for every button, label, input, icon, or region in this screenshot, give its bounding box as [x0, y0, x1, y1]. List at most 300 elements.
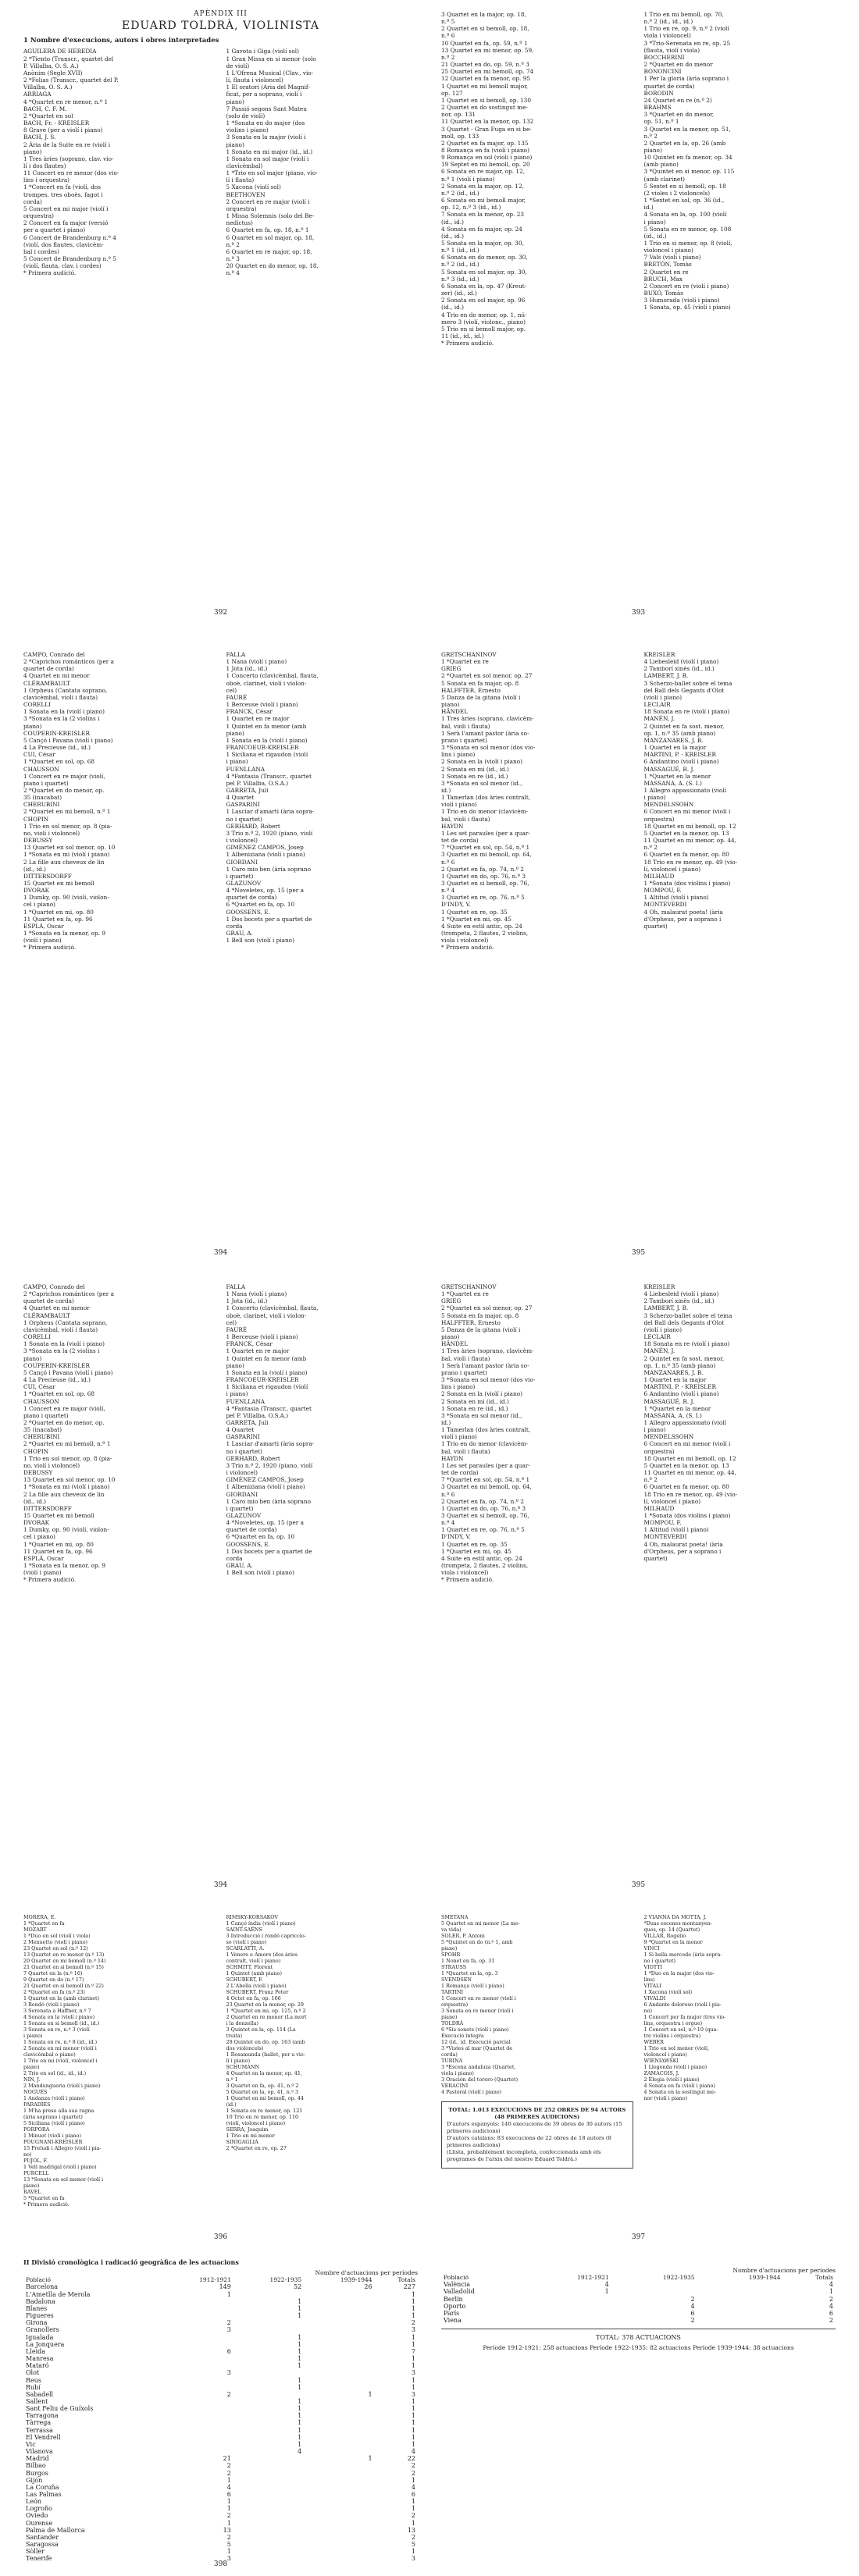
table-cell: 1	[411, 2519, 415, 2527]
entry-line: 1 Orpheus (Cantata soprano,	[23, 1318, 108, 1326]
entry-line: 9 Romança en sol (violí i piano)	[441, 154, 533, 162]
entry-line: 4 Sonata en la (violí i piano)	[23, 2014, 95, 2020]
entry-line: d'Orpheus, per a soprano i	[643, 915, 722, 923]
entry-line: GIORDANI	[226, 1490, 258, 1498]
entry-line: CORELLI	[23, 701, 51, 709]
entry-line: KREISLER	[643, 651, 675, 658]
table-cell	[697, 2310, 783, 2317]
table-cell: La Jonquera	[26, 2340, 65, 2348]
entry-line: 1 Tres àries (soprano, clavicèm-	[441, 1347, 534, 1355]
entry-line: piano i quartet)	[23, 779, 69, 787]
table-cell: 3	[411, 2326, 415, 2334]
entry-line: lí, violoncel i piano)	[643, 1497, 701, 1505]
entry-line: bal, violí i flauta)	[441, 1354, 490, 1362]
table-cell: Valladolid	[444, 2288, 475, 2296]
entry-line: (id.)	[226, 2101, 237, 2108]
entry-line: 6 Andantino (violí i piano)	[643, 1390, 719, 1398]
entry-line: 6 Quartet en re major, op. 18,	[226, 247, 312, 255]
table-cell: Berlín	[444, 2295, 463, 2303]
entry-line: 1 *Sonata (dos violins i piano)	[643, 1512, 731, 1519]
entry-line: 1 Per la gloria (ària soprano i	[643, 75, 729, 83]
table-row	[23, 2548, 418, 2555]
entry-line: MARTINI, P. - KREISLER	[643, 751, 716, 759]
table-header-cell: Població	[26, 2276, 52, 2284]
table-cell	[233, 2498, 304, 2505]
table-cell	[304, 2498, 374, 2505]
entry-line: corda)	[441, 2051, 458, 2058]
entry-line: COUPERIN-KREISLER	[23, 1361, 90, 1369]
table-cell	[304, 2319, 374, 2326]
entry-line: (violí i piano)	[23, 1569, 62, 1577]
entry-line: 5 Sonata en fa major, op. 8	[441, 679, 519, 687]
entry-line: 1 Les set paraules (per a quar-	[441, 1461, 530, 1469]
table-cell: El Vendrell	[26, 2433, 61, 2441]
column-right	[644, 651, 836, 952]
column-left	[441, 1283, 633, 1584]
table-cell	[163, 2405, 233, 2412]
page-397	[441, 1912, 836, 2240]
table-header-cell: 1912-1921	[199, 2276, 231, 2284]
table-cell	[304, 2362, 374, 2369]
entry-line: i piano)	[643, 1426, 666, 1434]
entry-line: orquestra)	[441, 2001, 469, 2008]
entry-line: 6 *Quartet en fa, op. 10	[226, 901, 295, 909]
entry-line: (id., id.)	[441, 232, 464, 240]
entry-line: 2 Tamborí xinès (id., id.)	[643, 665, 715, 673]
table-cell	[526, 2310, 611, 2317]
entry-line: 12 (id., id. Execució parcial	[441, 2039, 511, 2045]
entry-line: 3 *Sonata en sol menor (dos vio-	[441, 744, 536, 752]
entry-line: GASPARINI	[226, 1433, 260, 1441]
entry-line: 13 Quartet en sol menor, op. 10	[23, 844, 116, 852]
entry-line: GERHARD, Robert	[226, 1454, 280, 1462]
table-row	[23, 2283, 418, 2290]
entry-line: VIVALDI	[643, 1995, 666, 2001]
table-cell	[611, 2288, 697, 2295]
entry-line: piano)	[226, 141, 244, 148]
entry-line: CAMPO, Conrado del	[23, 651, 85, 658]
table-cell	[304, 2369, 374, 2376]
entry-line: viola i piano)	[441, 2070, 474, 2076]
entry-line: (id., id.)	[441, 218, 464, 226]
entry-line: (2 violes i 2 violoncels)	[643, 189, 711, 197]
entry-line: 20 Quartet en mi bemoll (n.º 14)	[23, 1958, 106, 1964]
entry-line: n.º 2	[643, 1476, 658, 1484]
entry-line: cel i piano)	[23, 901, 56, 909]
entry-line: 1 Quartet en do, op. 76, n.º 3	[441, 1504, 526, 1512]
entry-line: GRAU, A.	[226, 930, 253, 938]
table-header-cell: Població	[444, 2274, 469, 2282]
entry-line: 3 Quartet en la menor, op. 51,	[643, 125, 731, 133]
entry-line: 2 *Quartet en re, op. 27	[226, 2145, 287, 2151]
entry-line: 2 Quartet en do sostingut me-	[441, 104, 528, 112]
entry-line: CHAUSSON	[23, 765, 59, 773]
table-row	[23, 2505, 418, 2512]
entry-line: n.º 6	[441, 858, 455, 866]
entry-line: 3 Sonata en la major (violí i	[226, 133, 306, 141]
table-cell: 1	[298, 2347, 302, 2355]
table-cell	[526, 2296, 611, 2303]
entry-line: 1 Lasciar d'amarti (ària sopra-	[226, 808, 315, 816]
table-cell	[163, 2377, 233, 2384]
entry-line: PURCELL	[23, 2170, 49, 2176]
entry-line: 1 Caro mio ben (ària soprano	[226, 865, 311, 873]
table-cell: 2	[226, 2469, 231, 2477]
table-cell: 1	[411, 2419, 415, 2427]
table-cell: 3	[226, 2326, 231, 2334]
table-row	[23, 2326, 418, 2333]
entry-line: 2 Quartet en si bemoll, op. 18,	[441, 25, 529, 33]
entry-line: i quartet)	[226, 872, 254, 880]
entry-line: 2 Mandungueria (violí i piano)	[23, 2083, 101, 2089]
table-cell: 1	[298, 2397, 302, 2405]
table-cell: 2	[226, 2533, 231, 2541]
table-cell: Santander	[26, 2533, 59, 2541]
table-row	[23, 2477, 418, 2484]
entry-line: 1 Quartet en re major	[226, 715, 290, 723]
table-cell	[304, 2341, 374, 2348]
table-cell: Granollers	[26, 2326, 59, 2334]
entry-line: 2 *Caprichos románticos (per a	[23, 658, 114, 666]
entry-line: 10 Quartet en fa, op. 59, n.º 1	[441, 39, 528, 47]
column-right	[226, 48, 419, 276]
table-cell	[697, 2281, 783, 2288]
table-cell	[163, 2312, 233, 2319]
table-row	[441, 2288, 836, 2295]
table-cell	[233, 2505, 304, 2512]
entry-line: 3 Quartet en fa, op. 41, n.º 2	[226, 2083, 299, 2089]
entry-line: 2 Quartet en la, op. 26 (amb	[643, 139, 726, 147]
table-cell: Bilbao	[26, 2462, 46, 2470]
entry-line: clavicèmbal o piano)	[23, 2051, 76, 2058]
table-header-cell: Totals	[815, 2274, 833, 2282]
entry-line: DEBUSSY	[23, 837, 53, 845]
entry-line: 1 Quartet en mi bemoll, op. 44	[226, 2095, 304, 2101]
entry-line: 1 Trio en mi bemoll, op. 70,	[643, 11, 724, 18]
entry-line: 20 Quartet en do menor, op. 18,	[226, 262, 319, 270]
periods-summary: Període 1912-1921: 258 actuacions Període 1922-1935: 82 actuacions Període 1939-1944: 38 actuacions	[483, 2344, 794, 2352]
entry-line: MASSAGUÉ, R. J.	[643, 765, 695, 773]
table-row	[23, 2441, 418, 2448]
entry-line: 1 Altitud (violí i piano)	[643, 1526, 709, 1534]
table-cell: Girona	[26, 2319, 48, 2327]
entry-line: HAYDN	[441, 822, 464, 830]
table-cell: 1	[411, 2340, 415, 2348]
entry-line: 4 Oh, malaurat poeta! (ària	[643, 1540, 723, 1548]
entry-line: n.º 4	[441, 1519, 455, 1527]
table-cell	[233, 2541, 304, 2548]
entry-line: 18 Trio en re menor, op. 49 (vio-	[643, 1490, 738, 1498]
entry-line: 1 Lasciar d'amarti (ària sopra-	[226, 1440, 315, 1448]
entry-line: n.º 4	[441, 887, 455, 895]
table-cell: 1	[411, 2383, 415, 2391]
entry-line: 1 *Quartet en mi, op. 80	[23, 908, 94, 916]
entry-line: GRETSCHANINOV	[441, 1283, 497, 1290]
entry-line: id.)	[441, 1418, 451, 1426]
table-cell: 1	[411, 2355, 415, 2363]
table-cell: 52	[294, 2283, 302, 2291]
entry-line: 1 Sonata en si bemoll (id., id.)	[23, 2020, 100, 2026]
entry-line: 2 *Quartet en mi bemoll, n.º 1	[23, 1440, 111, 1448]
entry-line: 1 Concert per fa major (tres vio-	[643, 2014, 726, 2020]
entry-line: 7 *Quartet en sol, op. 54, n.º 1	[441, 1476, 530, 1484]
entry-line: orquestra)	[226, 205, 257, 212]
entry-line: 4 Suite en estil antic, op. 24	[441, 1554, 522, 1562]
table-header-cell: 1922-1935	[269, 2276, 302, 2284]
table-cell: 6	[226, 2347, 231, 2355]
entry-line: 2 Quintet en fa sost. menor,	[643, 1354, 725, 1362]
entry-line: MILHAUD	[643, 1504, 675, 1512]
entry-line: 6 Quartet en sol major, op. 18,	[226, 233, 315, 241]
table-cell	[697, 2317, 783, 2324]
entry-line: 13 *Sonata en sol menor (violí i	[23, 2176, 104, 2183]
entry-line: 1 Si bella mercede (ària sopra-	[643, 1952, 722, 1958]
table-row	[23, 2391, 418, 2398]
entries-left	[441, 1914, 633, 2095]
entry-line: 1 *Sonata en mi (violí i piano)	[23, 1483, 110, 1491]
entry-line: piano)	[23, 148, 42, 155]
table-cell: Madrid	[26, 2455, 49, 2463]
entry-line: n.º 2 (id., id., id.)	[643, 18, 693, 26]
entry-line: SAINT-SAËNS	[226, 1927, 262, 1933]
summary-line: D'autors catalans: 83 execucions de 22 obres de 18 autors (8 primeres audicions)	[447, 2135, 611, 2148]
entry-line: 1 Trio en sol menor (violí,	[643, 2045, 709, 2051]
entry-line: (violí i piano)	[643, 1325, 683, 1333]
table-row	[23, 2527, 418, 2534]
table-cell: L'Ametlla de Merola	[26, 2290, 91, 2298]
entry-line: 11 (id., id., id.)	[441, 333, 484, 340]
entry-line: 1 *Quartet en re	[441, 1290, 489, 1298]
table-cell: 1	[411, 2312, 415, 2320]
entry-line: 1 *Sonata en mi (violí i piano)	[23, 851, 110, 859]
table-row	[23, 2534, 418, 2541]
entry-line: 1 *Quartet en re	[441, 658, 489, 666]
table-cell: 1	[829, 2288, 833, 2296]
entry-line: RIMSKY-KORSAKOV	[226, 1914, 279, 1920]
entry-line: no, violí i violoncel)	[23, 829, 80, 837]
entry-line: 11 Quartet en mi menor, op. 44,	[643, 837, 736, 845]
entry-line: SCHMITT, Florent	[226, 1964, 273, 1970]
table-cell: Rubí	[26, 2383, 41, 2391]
entry-line: n.º 1 (id., id.)	[441, 247, 479, 254]
table-cell: 7	[411, 2347, 415, 2355]
entry-line: 3 Quartet en mi bemoll, op. 64,	[441, 1483, 532, 1491]
entry-line: 11 Quartet en fa, op. 96	[23, 915, 93, 923]
entry-line: 8 Grave (per a violí i piano)	[23, 126, 103, 134]
table-cell	[304, 2412, 374, 2419]
entry-line: 1 Concerto (clavicèmbal, flauta,	[226, 672, 319, 680]
entry-line: 1 Dumky, op. 90 (violí, violon-	[23, 1526, 109, 1534]
entry-line: (ària soprano i quartet)	[23, 2114, 83, 2120]
table-row	[441, 2281, 836, 2288]
entry-line: 18 Sonata en re (violí i piano)	[643, 708, 730, 716]
entry-line: 1 Quintet en fa menor (amb	[226, 1354, 307, 1362]
entry-line: GOOSSENS, E.	[226, 908, 270, 916]
table-cell: 6	[411, 2491, 415, 2498]
table-row	[23, 2362, 418, 2369]
table-cell	[304, 2312, 374, 2319]
entry-line: 4 Octet en fa, op. 166	[226, 1995, 281, 2001]
spread-394-395	[23, 648, 836, 1257]
table-cell	[163, 2305, 233, 2312]
entry-line: (id., id.)	[441, 304, 464, 311]
table-row	[23, 2377, 418, 2384]
entry-line: (trompeta, 2 flautes, 2 violins,	[441, 930, 529, 938]
entry-line: i piano)	[643, 218, 666, 226]
page-title: EDUARD TOLDRÀ, VIOLINISTA	[121, 20, 320, 33]
page-number: 394	[213, 1248, 228, 1257]
entry-line: 1 Dumky, op. 90 (violí, violon-	[23, 894, 109, 902]
entry-line: TOLDRÀ	[441, 2020, 464, 2026]
entry-line: moll, op. 133	[441, 132, 479, 140]
page-398	[23, 2256, 418, 2568]
table-cell: 4	[604, 2281, 609, 2289]
table-cell: Palma de Mallorca	[26, 2526, 85, 2534]
table-cell: Lleida	[26, 2347, 46, 2355]
entry-line: 1 Sonata en re (id., id.)	[441, 1404, 508, 1412]
table-cell: 1	[411, 2376, 415, 2384]
table-cell: Mataró	[26, 2362, 49, 2370]
entry-line: BACH, J. S.	[23, 133, 56, 141]
entry-line: 1 Venere e Amore (dos àries	[226, 1952, 298, 1958]
entry-line: violí i piano)	[441, 1433, 477, 1441]
entry-line: 2 Sonata en mi (id., id.)	[441, 765, 509, 773]
entry-line: 6 Andante doloroso (violí i pia-	[643, 2001, 722, 2008]
entry-line: 3 Quartet - Gran Fuga en si be-	[441, 125, 532, 133]
entry-line: 1 Sonata en la (violí i piano)	[23, 708, 105, 716]
entry-line: MOMPOU, F.	[643, 887, 682, 895]
entry-line: 5 Quartet en la, op. 41, n.º 3	[226, 2089, 299, 2095]
table-cell: Gijón	[26, 2476, 43, 2484]
table-row	[23, 2484, 418, 2491]
table-cell: París	[444, 2309, 460, 2317]
entry-line: 1 L'Ofrena Musical (Clav., vio-	[226, 69, 314, 76]
entry-line: 1 Sonata en sol major (violí i	[226, 155, 309, 162]
entry-line: 25 Quartet en mi bemoll, op. 74	[441, 68, 534, 76]
entry-line: 1 Trio en do menor (clavicèm-	[441, 1440, 529, 1448]
entry-line: op. 51, n.º 1	[643, 118, 679, 126]
table-cell: 1	[298, 2412, 302, 2420]
entry-line: * Primera audició.	[441, 944, 494, 952]
entry-line: BRAHMS	[643, 104, 672, 112]
entry-line: lins i orquestra)	[23, 176, 70, 184]
entry-line: 1 Trio en re, op. 9, n.º 2 (violí	[643, 25, 729, 33]
entry-line: 2 Quintet en fa sost. menor,	[643, 722, 725, 730]
entry-line: viola i violoncel)	[643, 32, 691, 40]
entry-line: 2 *Quartet en do menor, op.	[23, 1418, 105, 1426]
entry-line: lí i piano)	[226, 2058, 251, 2064]
entry-line: 6 Concert en mi menor (violí i	[643, 808, 731, 816]
entry-line: 1 Jota (id., id.)	[226, 1297, 268, 1305]
entry-line: AGUILERA DE HEREDIA	[23, 48, 97, 55]
entry-line: FAURÉ	[226, 693, 248, 701]
entry-line: TURINA	[441, 2058, 463, 2064]
entry-line: 1 Trio en mi menor	[226, 2133, 275, 2139]
table-cell	[233, 2455, 304, 2462]
entry-line: 1 Concert en re major (violí,	[23, 1404, 105, 1412]
column-right	[644, 1283, 836, 1584]
entry-line: HÄNDEL	[441, 1340, 469, 1348]
entry-line: 3 Introducció i rondó capriccio-	[226, 1933, 306, 1939]
entry-line: 3 Sonata en re, n.º 3 (violí	[23, 2026, 90, 2033]
entry-line: MILHAUD	[643, 872, 675, 880]
table-cell	[304, 2384, 374, 2391]
entry-line: 1 *Quartet en la menor	[643, 1404, 711, 1412]
table-cell: 2	[829, 2317, 833, 2325]
table-cell: 2	[226, 2319, 231, 2327]
table-cell	[304, 2377, 374, 2384]
entry-line: piano)	[23, 722, 42, 730]
entry-line: 35 (inacabat)	[23, 794, 62, 802]
entry-line: cel)	[226, 686, 237, 694]
table-cell: 1	[604, 2288, 609, 2296]
entry-line: BEETHOVEN	[226, 190, 266, 198]
entry-line: BUXÓ, Tomàs	[643, 290, 683, 297]
entry-line: 3 Quartet en la major, op. 18,	[441, 11, 526, 18]
entry-line: 24 Quartet en re (n.º 2)	[643, 96, 712, 104]
entry-line: no i quartet)	[226, 815, 262, 823]
entry-line: va vida)	[441, 1927, 462, 1933]
table-cell: 22	[407, 2455, 415, 2463]
table-cell: 1	[298, 2304, 302, 2312]
entry-line: 6 Quartet en fa menor, op. 80	[643, 1483, 729, 1491]
entry-line: SVENDSEN	[441, 1976, 472, 1983]
entry-line: (id., id.)	[23, 1497, 46, 1505]
entry-line: op. 127	[441, 89, 463, 97]
entry-line: *Duas escenes montanyen-	[643, 1920, 712, 1927]
table-cell	[304, 2355, 374, 2362]
entry-line: GLAZUNOV	[226, 1512, 262, 1519]
entry-line: 1 Berceuse (violí i piano)	[226, 701, 298, 709]
table-cell: 4	[829, 2302, 833, 2310]
entry-line: 3 *Sonata en la (2 violins i	[23, 1347, 100, 1355]
entry-line: 4 Sonata en fa (violí i piano)	[643, 2083, 715, 2089]
entry-line: 4 Suite en estil antic, op. 24	[441, 922, 522, 930]
entry-line: no)	[643, 2008, 652, 2014]
entry-line: COUPERIN-KREISLER	[23, 729, 90, 737]
summary-line: D'autors espanyols: 140 execucions de 39 obres de 30 autors (15 primeres audicions)	[447, 2121, 622, 2134]
table-cell: 2	[411, 2512, 415, 2520]
entry-line: 2 Concert en fa major (versió	[23, 219, 109, 227]
table-cell	[304, 2405, 374, 2412]
entry-line: 4 Pastoral (violí i piano)	[441, 2089, 502, 2095]
summary-lines	[447, 2107, 628, 2163]
entry-line: 1 Bell son (violí i piano)	[226, 1569, 294, 1577]
entry-line: 3 Sonata en re menor (violí i	[441, 2008, 514, 2014]
table-cell	[233, 2369, 304, 2376]
entry-line: 1 Quartet en re major	[226, 1347, 290, 1355]
entry-line: (amb piano)	[643, 161, 679, 169]
entry-line: 1 Siciliana et rigaudon (violí	[226, 1383, 308, 1391]
entry-line: per a quartet i piano)	[23, 226, 86, 234]
entry-line: SCARLATTI, A.	[226, 1945, 265, 1952]
entry-line: 18 Quartet en mi bemoll, op. 12	[643, 822, 736, 830]
table-cell: 2	[411, 2533, 415, 2541]
page-395	[441, 1280, 836, 1889]
table-row	[23, 2462, 418, 2469]
entry-line: WEBER	[643, 2039, 664, 2045]
table-cell	[304, 2491, 374, 2498]
entry-line: 2 Sonata en la (violí i piano)	[441, 758, 522, 766]
entry-line: 2 Quartet en re menor (La mort	[226, 2014, 307, 2020]
table-cell: Igualada	[26, 2333, 54, 2341]
page-number: 393	[631, 608, 646, 617]
entry-line: (violí i piano)	[23, 937, 62, 945]
entry-line: MORERA, E.	[23, 1914, 56, 1920]
table-cell: 1	[411, 2405, 415, 2413]
table-cell: Reus	[26, 2376, 42, 2384]
table-row	[23, 2298, 418, 2305]
